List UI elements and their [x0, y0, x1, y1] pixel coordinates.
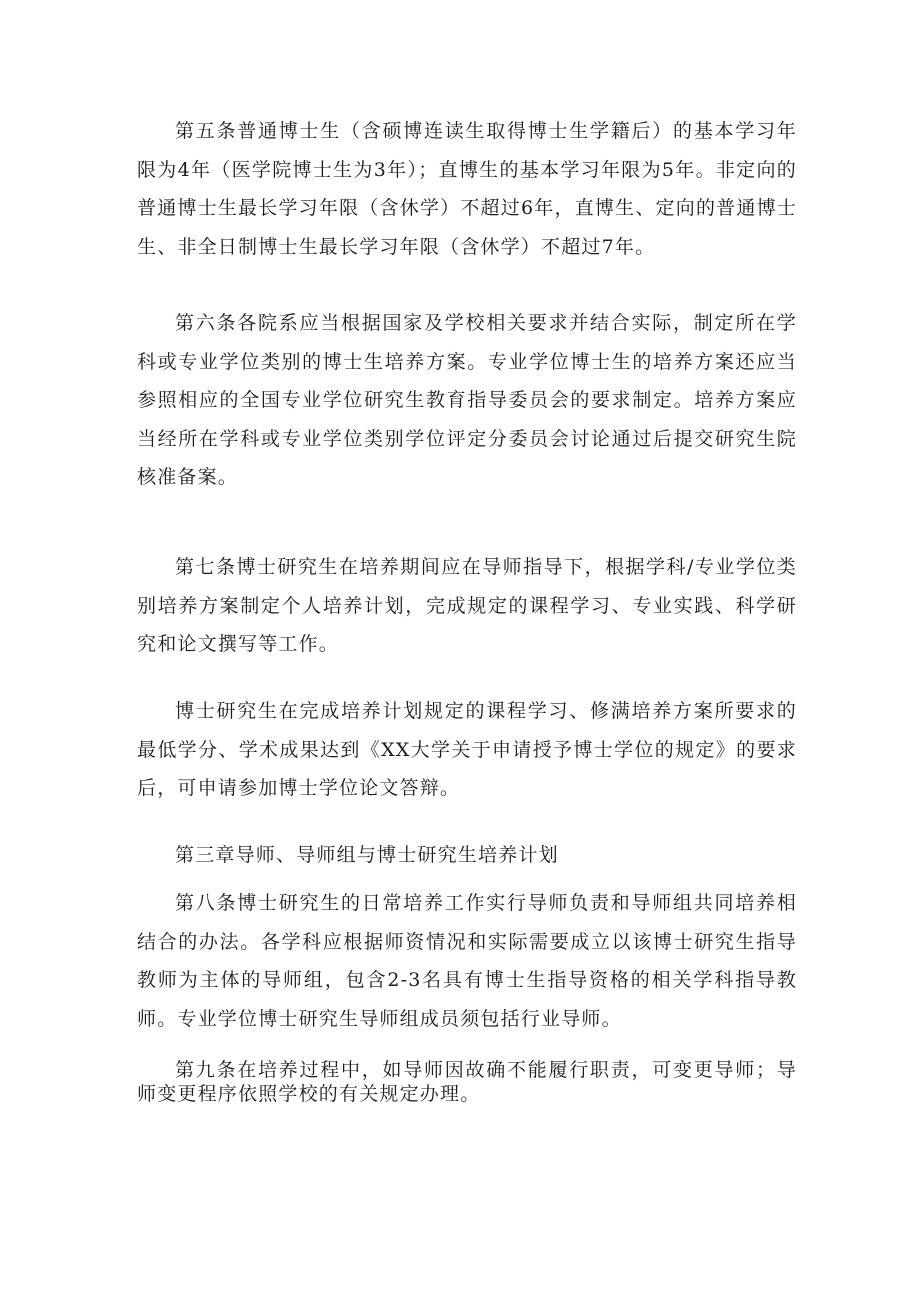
article-7-paragraph: 第七条博士研究生在培养期间应在导师指导下，根据学科/专业学位类别培养方案制定个人培养计划，完成规定的课程学习、专业实践、科学研究和论文撰写等工作。 [137, 556, 797, 655]
article-6-paragraph: 第六条各院系应当根据国家及学校相关要求并结合实际，制定所在学科或专业学位类别的博士生培养方案。专业学位博士生的培养方案还应当参照相应的全国专业学位研究生教育指导委员会的要求制定。培养方案应当经所在学科或专业学位类别学位评定分委员会讨论通过后提交研究生院核准备案。 [137, 312, 797, 488]
chapter-3-heading: 第三章导师、导师组与博士研究生培养计划 [175, 844, 559, 866]
article-8-paragraph: 第八条博士研究生的日常培养工作实行导师负责和导师组共同培养相结合的办法。各学科应根据师资情况和实际需要成立以该博士研究生指导教师为主体的导师组，包含2-3名具有博士生指导资格的相关学科指导教师。专业学位博士研究生导师组成员须包括行业导师。 [137, 892, 797, 1030]
defense-eligibility-paragraph: 博士研究生在完成培养计划规定的课程学习、修满培养方案所要求的最低学分、学术成果达到《XX大学关于申请授予博士学位的规定》的要求后，可申请参加博士学位论文答辩。 [137, 700, 797, 799]
article-9-paragraph: 第九条在培养过程中，如导师因故确不能履行职责，可变更导师；导师变更程序依照学校的有关规定办理。 [137, 1059, 797, 1105]
article-5-paragraph: 第五条普通博士生（含硕博连读生取得博士生学籍后）的基本学习年限为4年（医学院博士生为3年）；直博生的基本学习年限为5年。非定向的普通博士生最长学习年限（含休学）不超过6年，直博生、定向的普通博士生、非全日制博士生最长学习年限（含休学）不超过7年。 [137, 120, 797, 258]
